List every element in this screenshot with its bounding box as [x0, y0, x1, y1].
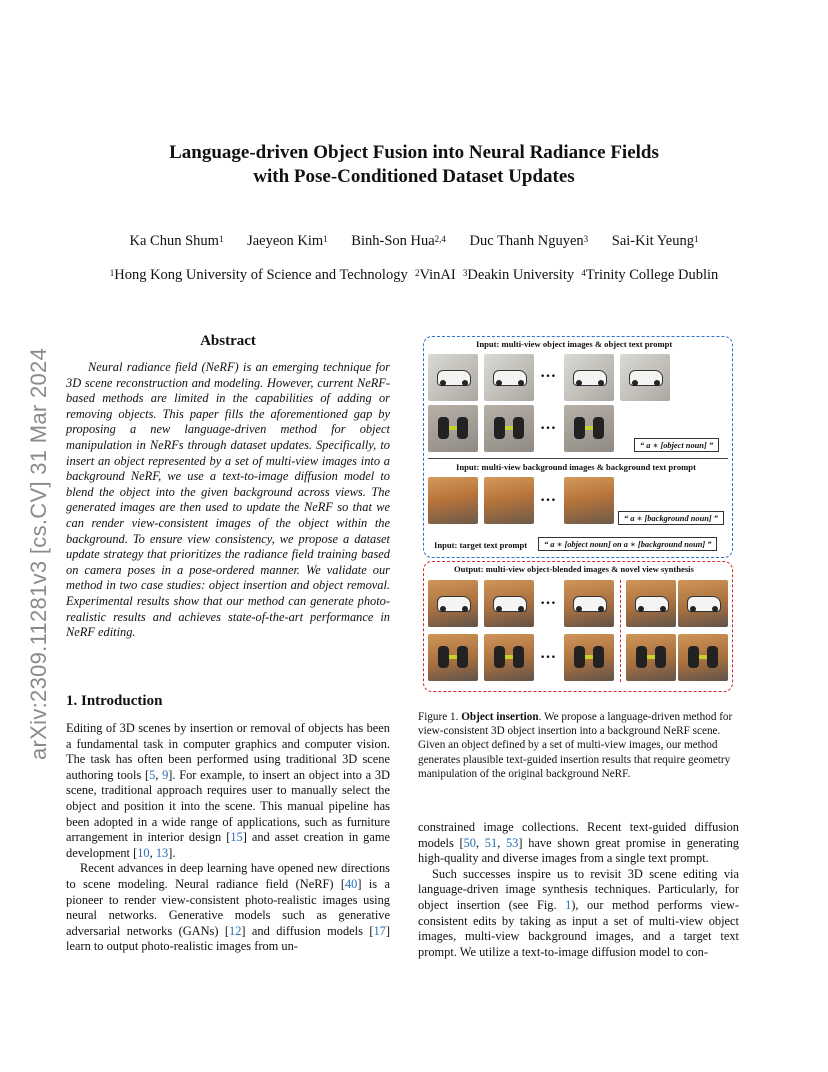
ellipsis-icon: …: [540, 488, 557, 505]
target-prompt: “ a ∗ [object noun] on a ∗ [background noun] ”: [538, 537, 717, 551]
affiliation: Hong Kong University of Science and Technology: [114, 267, 408, 283]
section-heading-introduction: 1. Introduction: [66, 693, 163, 709]
ellipsis-icon: …: [540, 645, 557, 662]
object-image: [428, 354, 478, 401]
novel-view-image: [626, 580, 676, 627]
arxiv-stamp: arXiv:2309.11281v3 [cs.CV] 31 Mar 2024: [26, 347, 51, 760]
background-image: [484, 477, 534, 524]
figure-1-caption: Figure 1. Object insertion. We propose a language-driven method for view-consistent 3D object insertion into a background NeRF scene. Given an object defined by a set of multi-view images, our method generates plausible text-guided insertion results that require geometry manipulation of the original background NeRF.: [418, 711, 733, 780]
intro-column-right: [418, 820, 739, 960]
author-list: [0, 232, 828, 250]
output-image: [484, 580, 534, 627]
citation-link[interactable]: 13: [155, 845, 169, 860]
object-image: [484, 354, 534, 401]
ellipsis-icon: …: [540, 591, 557, 608]
intro-column-left: [66, 721, 390, 955]
citation-link[interactable]: 50: [463, 835, 476, 850]
object-prompt: “ a ∗ [object noun] ”: [634, 438, 719, 452]
background-image: [564, 477, 614, 524]
citation-link[interactable]: 12: [229, 923, 242, 938]
output-image: [484, 634, 534, 681]
label-background-input: Input: multi-view background images & background text prompt: [456, 462, 696, 472]
citation-link[interactable]: 51: [484, 835, 498, 850]
label-output: Output: multi-view object-blended images & novel view synthesis: [454, 564, 694, 574]
affiliation-list: $^1$Hong Kong University of Science and Technology $^2$VinAI $^3$Deakin University $^4$Trinity College Dublin: [109, 267, 719, 283]
intro-paragraph-3: constrained image collections. Recent text-guided diffusion models [50, 51, 53] have shown great promise in generating high-quality and diverse images from a single text prompt.: [418, 820, 739, 866]
abstract-text: Neural radiance field (NeRF) is an emerging technique for 3D scene reconstruction and modeling. However, current NeRF-based methods are limited in the capabilities of adding or removing objects. This paper fills the aforementioned gap by proposing a new language-driven method for object manipulation in NeRFs through dataset updates. Specifically, to insert an object represented by a set of multi-view images into a background NeRF, we use a text-to-image diffusion model to blend the object into the given background across views. The generated images are then used to update the NeRF so that we can render view-consistent images of the object within the background. To ensure view consistency, we propose a dataset update strategy that prioritizes the radiance field training based on camera poses in a pose-ordered manner. We validate our method in two case studies: object insertion and object removal. Experimental results show that our method can generate photo-realistic results and achieves state-of-the-art performance in NeRF editing.: [66, 360, 390, 640]
background-prompt: “ a ∗ [background noun] ”: [618, 511, 724, 525]
object-image: [428, 405, 478, 452]
ellipsis-icon: …: [540, 416, 557, 433]
novel-view-image: [626, 634, 676, 681]
author: Binh-Son Hua$^{2,4}$: [351, 233, 446, 249]
novel-view-image: [678, 634, 728, 681]
output-image: [428, 634, 478, 681]
citation-link[interactable]: 53: [505, 835, 519, 850]
output-image: [564, 580, 614, 627]
author: Jaeyeon Kim$^1$: [247, 233, 328, 249]
title-line-2: with Pose-Conditioned Dataset Updates: [253, 166, 575, 187]
citation-link[interactable]: 5: [149, 767, 156, 782]
ellipsis-icon: …: [540, 364, 557, 381]
affiliation: VinAI: [419, 267, 456, 283]
object-image: [564, 405, 614, 452]
citation-link[interactable]: 10: [137, 845, 150, 860]
title-line-1: Language-driven Object Fusion into Neural Radiance Fields: [169, 142, 659, 163]
citation-link[interactable]: 15: [230, 830, 243, 845]
intro-paragraph-1: Editing of 3D scenes by insertion or removal of objects has been a fundamental task in computer graphics and computer vision. The task has often been performed using traditional 3D scene authoring tools [5, 9]. For example, to insert an object into a 3D scene, traditional approach requires user to manually select the object and position it into the scene. This manual pipeline has been adopted in a wide range of applications, such as furniture arrangement in interior design [15] and asset creation in game development [10, 13].: [66, 721, 390, 860]
object-image: [620, 354, 670, 401]
label-object-input: Input: multi-view object images & object text prompt: [476, 339, 673, 349]
citation-link[interactable]: 17: [373, 923, 386, 938]
author: Sai-Kit Yeung$^1$: [611, 233, 699, 249]
intro-paragraph-4: Such successes inspire us to revisit 3D scene editing via language-driven image synthesis techniques. Particularly, for object insertion (see Fig. 1), our method performs view-consistent edits by taking as input a set of multi-view object images, multi-view background images, and a target text prompt. We utilize a text-to-image diffusion model to con-: [418, 866, 739, 959]
object-image: [564, 354, 614, 401]
figure-reference-link[interactable]: 1: [565, 897, 572, 912]
novel-view-divider: [620, 580, 621, 682]
citation-link[interactable]: 40: [344, 876, 358, 891]
figure-1: [420, 334, 738, 694]
object-image: [484, 405, 534, 452]
divider: [428, 458, 728, 459]
author: Ka Chun Shum$^1$: [129, 233, 224, 249]
affiliation: Trinity College Dublin: [585, 267, 719, 283]
intro-paragraph-2: Recent advances in deep learning have opened new directions to scene modeling. Neural radiance field (NeRF) [40] is a pioneer to render view-consistent photo-realistic images using neural networks. Generative models such as generative adversarial networks (GANs) [12] and diffusion models [17] learn to output photo-realistic images from un-: [66, 861, 390, 954]
author: Duc Thanh Nguyen$^3$: [469, 233, 589, 249]
paper-title: [0, 141, 828, 189]
output-image: [428, 580, 478, 627]
output-image: [564, 634, 614, 681]
novel-view-image: [678, 580, 728, 627]
abstract-heading: Abstract: [200, 333, 256, 349]
label-target-prompt: Input: target text prompt: [434, 540, 528, 550]
citation-link[interactable]: 9: [162, 767, 169, 782]
affiliation: Deakin University: [467, 267, 575, 283]
background-image: [428, 477, 478, 524]
